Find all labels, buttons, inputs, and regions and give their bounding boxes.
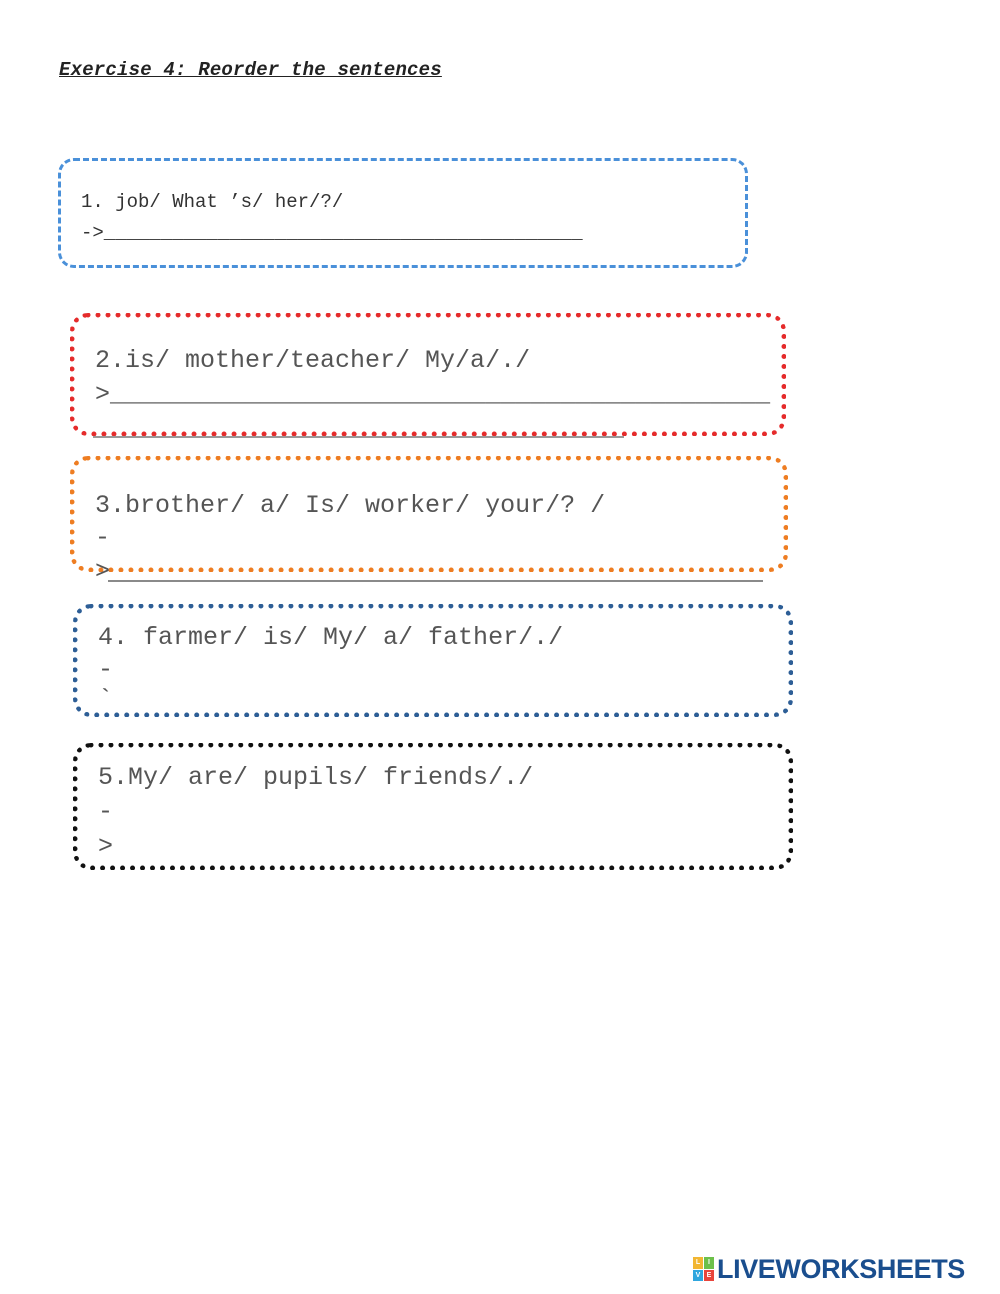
exercise-5-prompt: 5.My/ are/ pupils/ friends/./ <box>98 763 534 792</box>
answer-underline <box>93 436 624 438</box>
exercise-4-dash: - <box>98 655 114 684</box>
answer-underline <box>108 580 763 582</box>
exercise-box-5 <box>73 743 793 870</box>
logo-mark-tile: V <box>693 1270 703 1282</box>
exercise-3-prompt: 3.brother/ a/ Is/ worker/ your/? / <box>95 491 606 520</box>
logo-mark-tile: E <box>704 1270 714 1282</box>
exercise-2-prompt: 2.is/ mother/teacher/ My/a/./ <box>95 346 531 375</box>
exercise-box-1 <box>58 158 748 268</box>
exercise-box-2 <box>70 313 786 436</box>
exercise-4-prompt: 4. farmer/ is/ My/ a/ father/./ <box>98 623 564 652</box>
exercise-3-answer-line[interactable]: > <box>95 557 111 586</box>
exercise-1-answer-line[interactable]: ->__________________________________________ <box>81 222 583 244</box>
exercise-title: Exercise 4: Reorder the sentences <box>59 59 442 81</box>
liveworksheets-logo <box>693 1254 965 1284</box>
logo-mark-tile: I <box>704 1257 714 1269</box>
exercise-box-3 <box>70 456 788 586</box>
liveworksheets-logo-icon <box>693 1257 714 1281</box>
exercise-5-answer-line[interactable]: > <box>98 832 114 861</box>
exercise-box-4 <box>73 604 793 717</box>
exercise-4-answer-line[interactable]: ` <box>98 685 114 714</box>
exercise-5-dash: - <box>98 797 114 826</box>
exercise-2-answer-line[interactable]: >____________________________________________ <box>95 380 771 409</box>
logo-text: LIVEWORKSHEETS <box>717 1253 965 1284</box>
logo-mark-tile: L <box>693 1257 703 1269</box>
exercise-1-prompt: 1. job/ What ’s/ her/?/ <box>81 191 344 213</box>
exercise-3-dash: - <box>95 523 111 552</box>
